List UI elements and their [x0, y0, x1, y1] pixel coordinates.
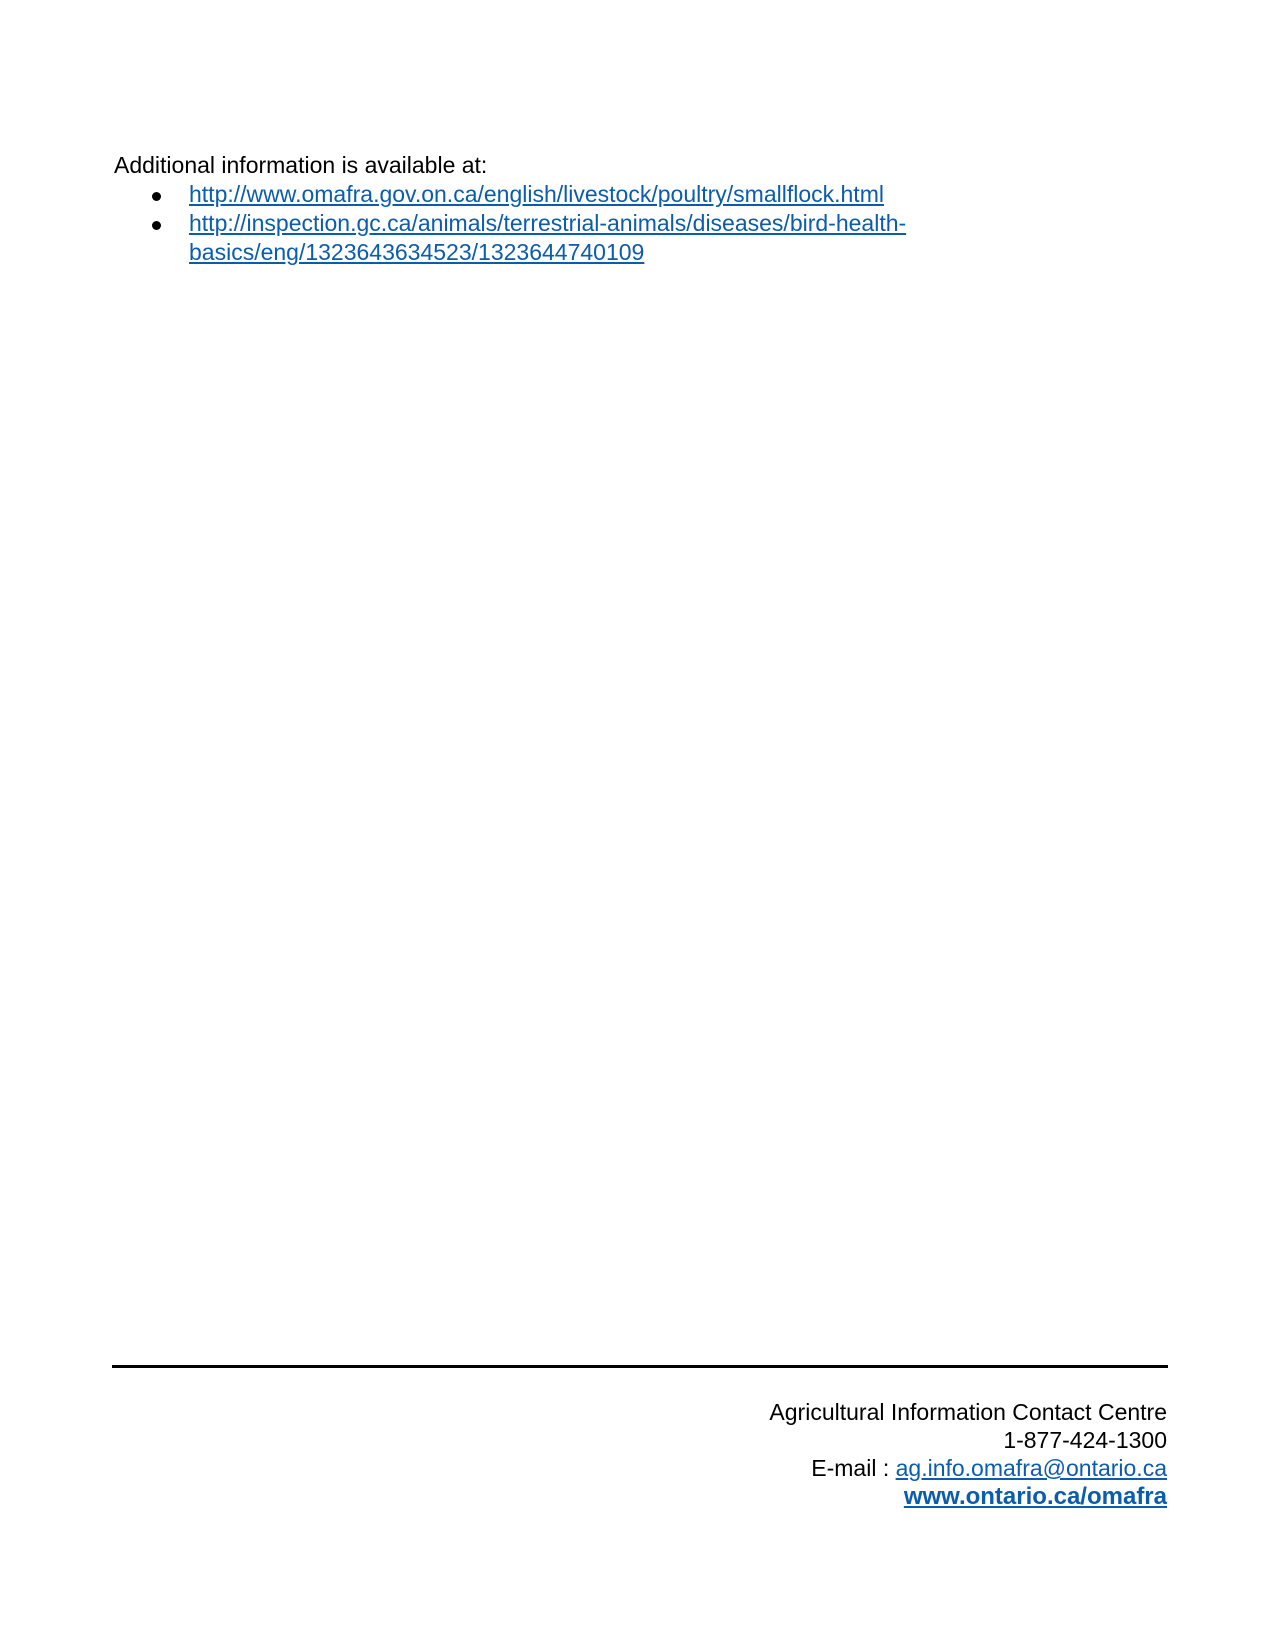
- contact-block: [769, 1398, 1167, 1511]
- cfia-bird-health-link[interactable]: http://inspection.gc.ca/animals/terrestrial-animals/diseases/bird-health- basics/eng/1323643634523/1323644740109: [189, 210, 907, 265]
- list-item: [114, 209, 1014, 267]
- footer-divider: [112, 1365, 1168, 1368]
- resource-link-list: [114, 180, 1014, 267]
- contact-website-line: [769, 1482, 1167, 1511]
- email-link[interactable]: ag.info.omafra@ontario.ca: [895, 1455, 1167, 1481]
- bullet-icon: [152, 221, 161, 230]
- email-label: E-mail :: [811, 1455, 896, 1481]
- bullet-icon: [152, 192, 161, 201]
- contact-email-line: [769, 1454, 1167, 1482]
- list-item: [114, 180, 1014, 209]
- omafra-smallflock-link[interactable]: http://www.omafra.gov.on.ca/english/livestock/poultry/smallflock.html: [189, 181, 884, 207]
- intro-text: Additional information is available at:: [114, 152, 488, 178]
- contact-centre-name: Agricultural Information Contact Centre: [769, 1399, 1167, 1425]
- website-link[interactable]: www.ontario.ca/omafra: [903, 1483, 1167, 1510]
- contact-phone: 1-877-424-1300: [1003, 1427, 1167, 1453]
